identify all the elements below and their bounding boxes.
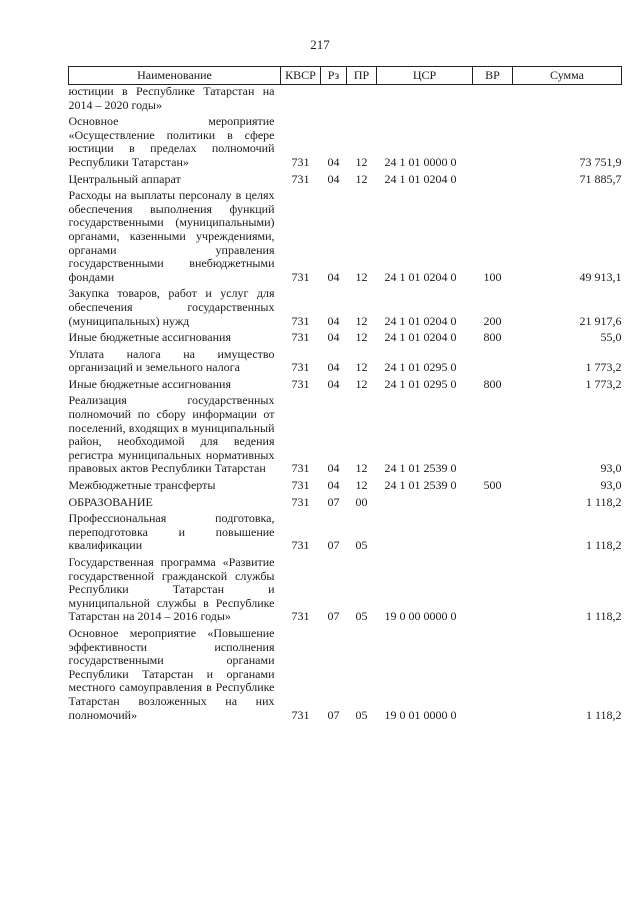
row-vr: 800 <box>483 376 502 391</box>
row-pr: 12 <box>355 461 368 476</box>
row-vr: 800 <box>483 330 502 345</box>
row-kvsr: 731 <box>291 154 310 169</box>
row-name: Основное мероприятие «Осуществление политики в сфере юстиции в пределах полномочий Республики Татарстан» <box>68 114 275 169</box>
row-csr: 24 1 01 0204 0 <box>384 269 457 284</box>
row-sum <box>513 85 622 116</box>
row-csr: 24 1 01 0000 0 <box>384 154 457 169</box>
row-vr <box>473 512 513 556</box>
table-row <box>69 496 622 513</box>
row-sum: 93,0 <box>600 478 622 493</box>
row-kvsr: 731 <box>291 171 310 186</box>
row-pr: 12 <box>355 330 368 345</box>
table-body <box>69 85 622 726</box>
table-row <box>69 627 622 725</box>
header-pr: ПР <box>347 67 377 85</box>
row-csr: 19 0 00 0000 0 <box>384 609 457 624</box>
row-kvsr: 731 <box>291 461 310 476</box>
table-row <box>69 331 622 348</box>
row-kvsr: 731 <box>291 330 310 345</box>
row-vr <box>473 115 513 172</box>
row-kvsr: 731 <box>291 478 310 493</box>
header-csr: ЦСР <box>377 67 473 85</box>
row-rz <box>321 85 347 116</box>
row-vr <box>473 627 513 725</box>
row-sum: 21 917,6 <box>579 313 622 328</box>
table-row <box>69 378 622 395</box>
page-number: 217 <box>310 37 330 52</box>
budget-table <box>68 66 622 725</box>
row-name: Иные бюджетные ассигнования <box>68 330 231 345</box>
row-rz: 07 <box>327 494 340 509</box>
row-pr: 12 <box>355 269 368 284</box>
row-kvsr: 731 <box>291 313 310 328</box>
row-name: Уплата налога на имущество организаций и земельного налога <box>68 346 275 375</box>
row-csr: 24 1 01 0295 0 <box>384 360 457 375</box>
row-pr: 12 <box>355 376 368 391</box>
row-sum: 49 913,1 <box>579 269 622 284</box>
header-sum: Сумма <box>513 67 622 85</box>
row-kvsr: 731 <box>291 538 310 553</box>
row-name: ОБРАЗОВАНИЕ <box>68 494 153 509</box>
header-rz: Рз <box>321 67 347 85</box>
row-pr: 05 <box>355 609 368 624</box>
row-rz: 04 <box>327 360 340 375</box>
row-pr: 12 <box>355 478 368 493</box>
row-name: юстиции в Республике Татарстан на 2014 – 2020 годы» <box>68 84 275 112</box>
row-sum: 1 118,2 <box>585 707 622 722</box>
row-name: Расходы на выплаты персоналу в целях обеспечения выполнения функций государственными (муниципальными) органами, казенными учреждениями, органами управления государственными внебюджетными фондами <box>68 188 275 284</box>
row-sum: 93,0 <box>600 461 622 476</box>
row-pr: 05 <box>355 538 368 553</box>
header-kvsr: КВСР <box>281 67 321 85</box>
row-csr: 24 1 01 0204 0 <box>384 171 457 186</box>
table-row <box>69 173 622 190</box>
row-rz: 07 <box>327 609 340 624</box>
row-kvsr: 731 <box>291 609 310 624</box>
row-rz: 07 <box>327 538 340 553</box>
row-kvsr: 731 <box>291 707 310 722</box>
row-rz: 04 <box>327 171 340 186</box>
row-csr <box>377 512 473 556</box>
row-vr <box>473 556 513 627</box>
row-vr: 500 <box>483 478 502 493</box>
table-row <box>69 115 622 172</box>
row-pr: 05 <box>355 707 368 722</box>
row-name: Основное мероприятие «Повышение эффективности исполнения государственными органами Республики Татарстан и органами местного самоуправления в Республике Татарстан возложенных на них полномочий» <box>68 625 275 722</box>
row-kvsr: 731 <box>291 360 310 375</box>
row-vr <box>473 348 513 378</box>
row-sum: 1 773,2 <box>585 360 622 375</box>
row-kvsr: 731 <box>291 376 310 391</box>
row-name: Реализация государственных полномочий по сбору информации от поселений, входящих в муниципальный район, необходимой для ведения регистра муниципальных нормативных правовых актов Республики Татарстан <box>68 393 275 476</box>
row-rz: 07 <box>327 707 340 722</box>
row-rz: 04 <box>327 478 340 493</box>
row-csr: 24 1 01 2539 0 <box>384 461 457 476</box>
row-name: Иные бюджетные ассигнования <box>68 376 231 391</box>
table-row <box>69 85 622 116</box>
row-rz: 04 <box>327 461 340 476</box>
table-row <box>69 189 622 287</box>
row-sum: 55,0 <box>600 330 622 345</box>
row-rz: 04 <box>327 269 340 284</box>
row-csr: 24 1 01 0204 0 <box>384 313 457 328</box>
row-vr <box>473 394 513 479</box>
row-vr: 100 <box>483 269 502 284</box>
table-header-row <box>69 67 622 85</box>
row-vr <box>473 496 513 513</box>
row-pr: 12 <box>355 154 368 169</box>
row-rz: 04 <box>327 154 340 169</box>
row-vr <box>473 85 513 116</box>
table-row <box>69 479 622 496</box>
row-kvsr <box>281 85 321 116</box>
row-rz: 04 <box>327 330 340 345</box>
row-sum: 1 118,2 <box>585 538 622 553</box>
row-name: Государственная программа «Развитие государственной гражданской службы Республики Татарстан и муниципальной службы в Республике Татарстан на 2014 – 2016 годы» <box>68 555 275 624</box>
row-name: Межбюджетные трансферты <box>68 478 216 493</box>
header-vr: ВР <box>473 67 513 85</box>
row-name: Профессиональная подготовка, переподготовка и повышение квалификации <box>68 511 275 553</box>
row-sum: 1 118,2 <box>585 494 622 509</box>
row-rz: 04 <box>327 313 340 328</box>
row-pr <box>347 85 377 116</box>
row-sum: 1 773,2 <box>585 376 622 391</box>
row-sum: 1 118,2 <box>585 609 622 624</box>
row-csr <box>377 85 473 116</box>
header-name: Наименование <box>69 67 281 85</box>
row-name: Закупка товаров, работ и услуг для обеспечения государственных (муниципальных) нужд <box>68 286 275 328</box>
row-pr: 12 <box>355 313 368 328</box>
row-vr: 200 <box>483 313 502 328</box>
row-pr: 00 <box>355 494 368 509</box>
row-pr: 12 <box>355 171 368 186</box>
table-row <box>69 512 622 556</box>
table-row <box>69 556 622 627</box>
row-csr: 24 1 01 2539 0 <box>384 478 457 493</box>
table-row <box>69 287 622 331</box>
row-csr: 24 1 01 0204 0 <box>384 330 457 345</box>
row-name: Центральный аппарат <box>68 171 181 186</box>
row-csr <box>377 496 473 513</box>
row-csr: 24 1 01 0295 0 <box>384 376 457 391</box>
table-row <box>69 348 622 378</box>
row-pr: 12 <box>355 360 368 375</box>
row-csr: 19 0 01 0000 0 <box>384 707 457 722</box>
row-rz: 04 <box>327 376 340 391</box>
row-kvsr: 731 <box>291 269 310 284</box>
row-sum: 71 885,7 <box>579 171 622 186</box>
row-sum: 73 751,9 <box>579 154 622 169</box>
table-row <box>69 394 622 479</box>
row-vr <box>473 173 513 190</box>
row-kvsr: 731 <box>291 494 310 509</box>
